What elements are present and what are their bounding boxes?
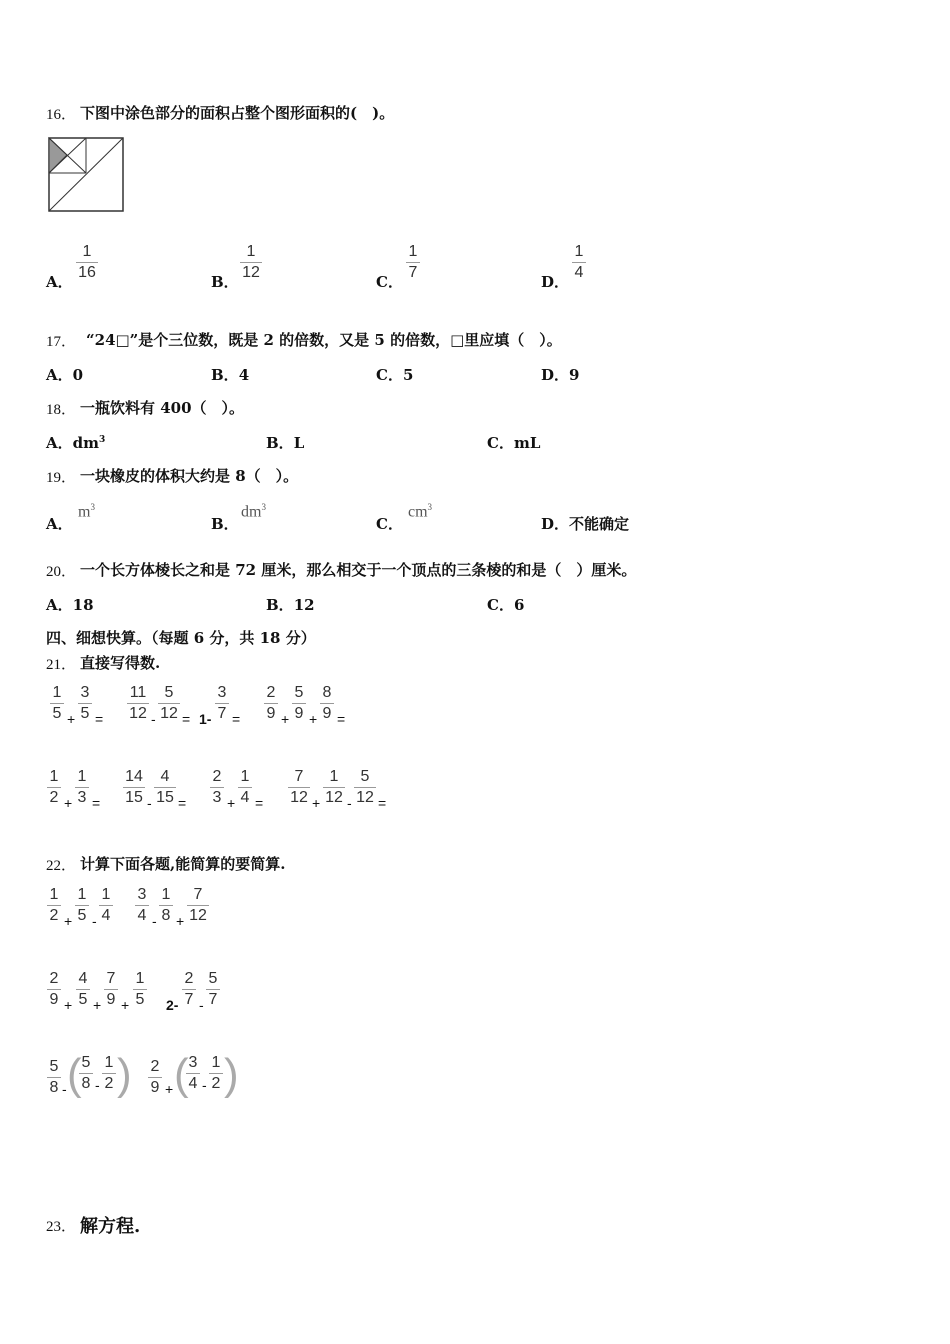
q20-option-b: B．12 — [266, 596, 315, 614]
right-paren: ) — [224, 1050, 239, 1099]
q16-option-a-label: A． — [46, 273, 73, 291]
q22-r3-e1-frac1: 5 8 — [47, 1058, 61, 1097]
q21-r1-e2-frac2: 5 12 — [158, 684, 180, 723]
q22-r3-e1-frac3: 1 2 — [102, 1054, 116, 1093]
plus-sign: + — [309, 711, 318, 727]
minus-sign: - — [202, 1077, 207, 1093]
q18-option-b: B．L — [266, 434, 305, 452]
plus-sign: + — [281, 711, 290, 727]
q22-r2-e2-frac2: 5 7 — [206, 970, 220, 1009]
q18-option-c: C．mL — [487, 434, 541, 452]
left-paren: ( — [67, 1050, 82, 1099]
plus-sign: + — [176, 913, 185, 929]
left-paren: ( — [174, 1050, 189, 1099]
q21-r1-e4-frac2: 5 9 — [292, 684, 306, 723]
q19-text: 一块橡皮的体积大约是 8（ ）。 — [80, 467, 299, 485]
q22-r2-e1-frac4: 1 5 — [133, 970, 147, 1009]
q16-option-a-fraction: 1 16 — [76, 243, 98, 282]
q22-r1-e2-frac1: 3 4 — [135, 886, 149, 925]
q22-r3-e1-frac2: 5 8 — [79, 1054, 93, 1093]
q19-option-a-label: A． — [46, 515, 73, 533]
minus-sign: - — [152, 913, 157, 929]
q22-r3-e2-frac1: 2 9 — [148, 1058, 162, 1097]
q22-r1-e1-frac3: 1 4 — [99, 886, 113, 925]
equals-sign: = — [178, 795, 187, 811]
q16-option-c-fraction: 1 7 — [406, 243, 420, 282]
minus-sign: - — [347, 795, 352, 811]
q16-number: 16． — [46, 107, 77, 123]
q20-option-a: A．18 — [46, 596, 94, 614]
equals-sign: = — [182, 711, 191, 727]
plus-sign: + — [64, 913, 73, 929]
q16-text: 下图中涂色部分的面积占整个图形面积的( )。 — [80, 104, 395, 122]
q21-r2-e4-frac1: 7 12 — [288, 768, 310, 807]
minus-sign: - — [95, 1077, 100, 1093]
minus-sign: - — [151, 711, 156, 727]
q19-option-a-unit: $m^3$ — [78, 502, 95, 521]
q21-r2-e4-frac3: 5 12 — [354, 768, 376, 807]
q19-option-b-label: B． — [211, 515, 239, 533]
q21-r2-e1-frac1: 1 2 — [47, 768, 61, 807]
minus-sign: - — [92, 913, 97, 929]
q22-r1-e2-frac3: 7 12 — [187, 886, 209, 925]
q16-option-c-label: C． — [376, 273, 403, 291]
q21-number: 21． — [46, 657, 77, 673]
q16-option-b-label: B． — [211, 273, 239, 291]
q22-r1-e2-frac2: 1 8 — [159, 886, 173, 925]
equals-sign: = — [337, 711, 346, 727]
minus-sign: - — [62, 1081, 67, 1097]
equals-sign: = — [232, 711, 241, 727]
equals-sign: = — [378, 795, 387, 811]
q17-text: “24□”是个三位数，既是 2 的倍数，又是 5 的倍数，□里应填（ ）。 — [86, 331, 562, 349]
q21-r2-e2-frac2: 4 15 — [154, 768, 176, 807]
q17-option-b: B．4 — [211, 366, 250, 384]
q16-figure — [47, 136, 125, 214]
q17-option-d: D．9 — [541, 366, 580, 384]
q16-option-d-label: D． — [541, 273, 570, 291]
q20-option-c: C．6 — [487, 596, 525, 614]
q22-number: 22． — [46, 858, 77, 874]
plus-sign: + — [93, 997, 102, 1013]
equals-sign: = — [92, 795, 101, 811]
q21-r1-e2-frac1: 11 12 — [127, 684, 149, 723]
q22-r3-e2-frac2: 3 4 — [186, 1054, 200, 1093]
q17-option-c: C．5 — [376, 366, 414, 384]
q19-option-c-unit: $cm^3$ — [408, 502, 433, 521]
plus-sign: + — [312, 795, 321, 811]
two-minus: 2- — [166, 997, 179, 1013]
plus-sign: + — [64, 795, 73, 811]
q22-r1-e1-frac2: 1 5 — [75, 886, 89, 925]
plus-sign: + — [227, 795, 236, 811]
section-4-title: 四、细想快算。（每题 6 分，共 18 分） — [46, 629, 316, 647]
q21-r2-e3-frac2: 1 4 — [238, 768, 252, 807]
q16-option-d-fraction: 1 4 — [572, 243, 586, 282]
minus-sign: - — [147, 795, 152, 811]
q19-option-d: D．不能确定 — [541, 515, 630, 533]
q21-r2-e2-frac1: 14 15 — [123, 768, 145, 807]
q22-r2-e1-frac2: 4 5 — [76, 970, 90, 1009]
q22-r2-e2-frac1: 2 7 — [182, 970, 196, 1009]
one-minus: 1- — [199, 711, 212, 727]
q19-option-b-unit: $dm^3$ — [241, 502, 266, 521]
plus-sign: + — [67, 711, 76, 727]
q17-number: 17． — [46, 334, 77, 350]
q21-r1-e1-frac1: 1 5 — [50, 684, 64, 723]
q22-r1-e1-frac1: 1 2 — [47, 886, 61, 925]
q21-r1-e4-frac3: 8 9 — [320, 684, 334, 723]
q21-r1-e3-frac1: 3 7 — [215, 684, 229, 723]
q20-text: 一个长方体棱长之和是 72 厘米，那么相交于一个顶点的三条棱的和是（ ）厘米。 — [80, 561, 637, 579]
q20-number: 20． — [46, 564, 77, 580]
q21-r2-e3-frac1: 2 3 — [210, 768, 224, 807]
plus-sign: + — [121, 997, 130, 1013]
q22-r3-e2-frac3: 1 2 — [209, 1054, 223, 1093]
q19-option-c-label: C． — [376, 515, 403, 533]
minus-sign: - — [199, 997, 204, 1013]
q18-text: 一瓶饮料有 400（ ）。 — [80, 399, 245, 417]
q22-r2-e1-frac1: 2 9 — [47, 970, 61, 1009]
right-paren: ) — [117, 1050, 132, 1099]
q21-r1-e1-frac2: 3 5 — [78, 684, 92, 723]
q22-r2-e1-frac3: 7 9 — [104, 970, 118, 1009]
q22-text: 计算下面各题,能简算的要简算. — [80, 855, 286, 873]
q21-text: 直接写得数. — [80, 654, 161, 672]
equals-sign: = — [255, 795, 264, 811]
q21-r2-e4-frac2: 1 12 — [323, 768, 345, 807]
q21-r1-e4-frac1: 2 9 — [264, 684, 278, 723]
plus-sign: + — [165, 1081, 174, 1097]
q16-option-b-fraction: 1 12 — [240, 243, 262, 282]
q23-number: 23． — [46, 1219, 77, 1235]
q18-number: 18． — [46, 402, 77, 418]
q19-number: 19． — [46, 470, 77, 486]
plus-sign: + — [64, 997, 73, 1013]
equals-sign: = — [95, 711, 104, 727]
q18-option-a: A．$dm^3$ — [46, 434, 106, 452]
q21-r2-e1-frac2: 1 3 — [75, 768, 89, 807]
q17-option-a: A．0 — [46, 366, 84, 384]
q23-text: 解方程. — [80, 1216, 141, 1237]
